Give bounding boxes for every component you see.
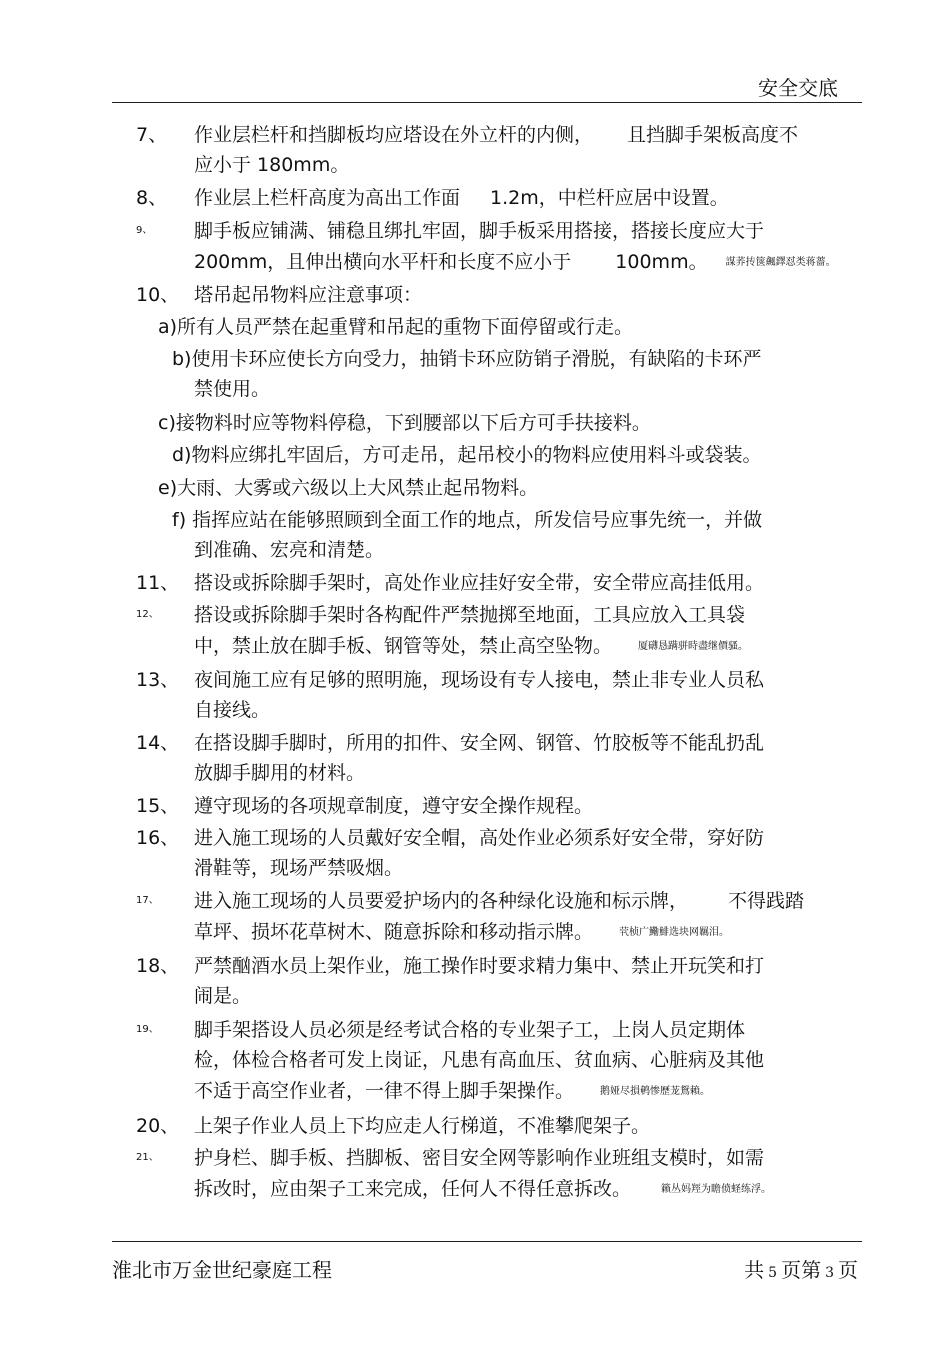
item-number: 18、: [136, 955, 180, 977]
item-text-line: 夜间施工应有足够的照明施，现场设有专人接电，禁止非专业人员私: [194, 669, 765, 691]
page-suffix: 页: [838, 1258, 858, 1282]
item-number: 21、: [136, 1152, 159, 1163]
item-text-part: 200mm，且伸出横向水平杆和长度不应小于: [194, 251, 572, 273]
item-text-line: 滑鞋等，现场严禁吸烟。: [194, 857, 404, 879]
item-text-part: 作业层上栏杆高度为高出工作面: [194, 187, 461, 209]
sub-item-text: e)大雨、大雾或六级以上大风禁止起吊物料。: [158, 477, 539, 499]
item-number: 9、: [136, 225, 153, 236]
item-number: 15、: [136, 795, 180, 817]
item-number: 14、: [136, 732, 180, 754]
item-text-part: 不得践踏: [728, 890, 805, 912]
project-name: 淮北市万金世纪豪庭工程: [112, 1258, 332, 1282]
item-text-line: 闹是。: [194, 985, 252, 1007]
item-text-line: 护身栏、脚手板、挡脚板、密目安全网等影响作业班组支模时，如需: [194, 1147, 765, 1169]
item-number: 19、: [136, 1024, 159, 1035]
item-text-part: 不适于高空作业者，一律不得上脚手架操作。: [194, 1080, 575, 1102]
item-text-line: 脚手板应铺满、铺稳且绑扎牢固，脚手板采用搭接，搭接长度应大于: [194, 220, 765, 242]
item-text: [194, 917, 729, 948]
total-prefix: 共: [744, 1258, 765, 1282]
item-text-line: 进入施工现场的人员戴好安全帽，高处作业必须系好安全带，穿好防: [194, 827, 765, 849]
sub-item-text: c)接物料时应等物料停稳，下到腰部以下后方可手扶接料。: [158, 412, 651, 434]
item-text: [194, 120, 798, 150]
item-text: [194, 183, 729, 213]
item-text-line: 检，体检合格者可发上岗证，凡患有高血压、贫血病、心脏病及其他: [194, 1049, 765, 1071]
item-text-line: 上架子作业人员上下均应走人行梯道，不准攀爬架子。: [194, 1115, 651, 1137]
item-text-line: 遵守现场的各项规章制度，遵守安全操作规程。: [194, 795, 594, 817]
garbled-text: 鹅娅尽損鹌惨歷茏鴛賴。: [600, 1085, 711, 1097]
item-text-line: 塔吊起吊物料应注意事项：: [194, 284, 423, 306]
item-text-part: 且挡脚手架板高度不: [627, 124, 799, 146]
item-text-part: 拆改时，应由架子工来完成，任何人不得任意拆改。: [194, 1178, 632, 1200]
header-rule: [112, 102, 862, 103]
item-text-line: 在搭设脚手脚时，所用的扣件、安全网、钢管、竹胶板等不能乱扔乱: [194, 732, 765, 754]
item-text-line: 搭设或拆除脚手架时，高处作业应挂好安全带，安全带应高挂低用。: [194, 572, 765, 594]
item-number: 8、: [136, 187, 168, 209]
sub-item-text: b)使用卡环应使长方向受力，抽销卡环应防销子滑脱，有缺陷的卡环严: [172, 348, 762, 370]
sub-item-text: d)物料应绑扎牢固后，方可走吊，起吊校小的物料应使用料斗或袋装。: [172, 444, 762, 466]
item-text: [194, 1076, 710, 1107]
item-text: [194, 247, 836, 278]
item-text-line: 自接线。: [194, 699, 271, 721]
item-text-line: 搭设或拆除脚手架时各构配件严禁抛掷至地面，工具应放入工具袋: [194, 604, 746, 626]
item-number: 11、: [136, 572, 180, 594]
item-text-part: 作业层栏杆和挡脚板均应塔设在外立杆的内侧，: [194, 124, 594, 146]
page-indicator: [744, 1254, 858, 1283]
item-number: 13、: [136, 669, 180, 691]
total-pages: 5: [768, 1265, 778, 1281]
item-text-part: 100mm。: [615, 251, 708, 273]
sub-item-text: a)所有人员严禁在起重臂和吊起的重物下面停留或行走。: [158, 316, 634, 338]
item-number: 16、: [136, 827, 180, 849]
sub-item-text: 到准确、宏亮和清楚。: [194, 539, 385, 561]
page-mid: 页第: [781, 1258, 822, 1282]
current-page: 3: [825, 1265, 834, 1281]
sub-item-text: 禁使用。: [194, 378, 271, 400]
item-number: 17、: [136, 895, 159, 906]
item-number: 20、: [136, 1115, 180, 1137]
garbled-text: 籟丛妈羥为瞻偾蛏练浮。: [661, 1183, 772, 1195]
item-number: 7、: [136, 124, 168, 146]
item-text-part: 1.2m，中栏杆应居中设置。: [490, 187, 729, 209]
garbled-text: 謀荞抟箧飆鐸怼类蒋薔。: [725, 256, 836, 268]
item-number: 12、: [136, 609, 159, 620]
item-number: 10、: [136, 284, 180, 306]
footer-rule: [112, 1241, 862, 1242]
item-text-line: 放脚手脚用的材料。: [194, 762, 366, 784]
item-text-line: 严禁酗酒水员上架作业，施工操作时要求精力集中、禁止开玩笑和打: [194, 955, 765, 977]
garbled-text: 茕桢广鰳鯡选块网羈泪。: [619, 926, 730, 938]
item-text-part: 中，禁止放在脚手板、钢管等处，禁止高空坠物。: [194, 635, 613, 657]
item-text: [194, 1174, 771, 1205]
garbled-text: 厦礴恳蹒骈時盡继價骚。: [638, 640, 749, 652]
sub-item-text: f) 指挥应站在能够照顾到全面工作的地点，所发信号应事先统一，并做: [172, 509, 763, 531]
header-title: 安全交底: [758, 76, 838, 100]
item-text-part: 草坪、损坏花草树木、随意拆除和移动指示牌。: [194, 921, 594, 943]
item-text-line: 脚手架搭设人员必须是经考试合格的专业架子工，上岗人员定期体: [194, 1019, 746, 1041]
item-text: [194, 886, 804, 916]
item-text: [194, 631, 748, 662]
item-text-line: 应小于 180mm。: [194, 154, 350, 176]
item-text-part: 进入施工现场的人员要爱护场内的各种绿化设施和标示牌，: [194, 890, 689, 912]
